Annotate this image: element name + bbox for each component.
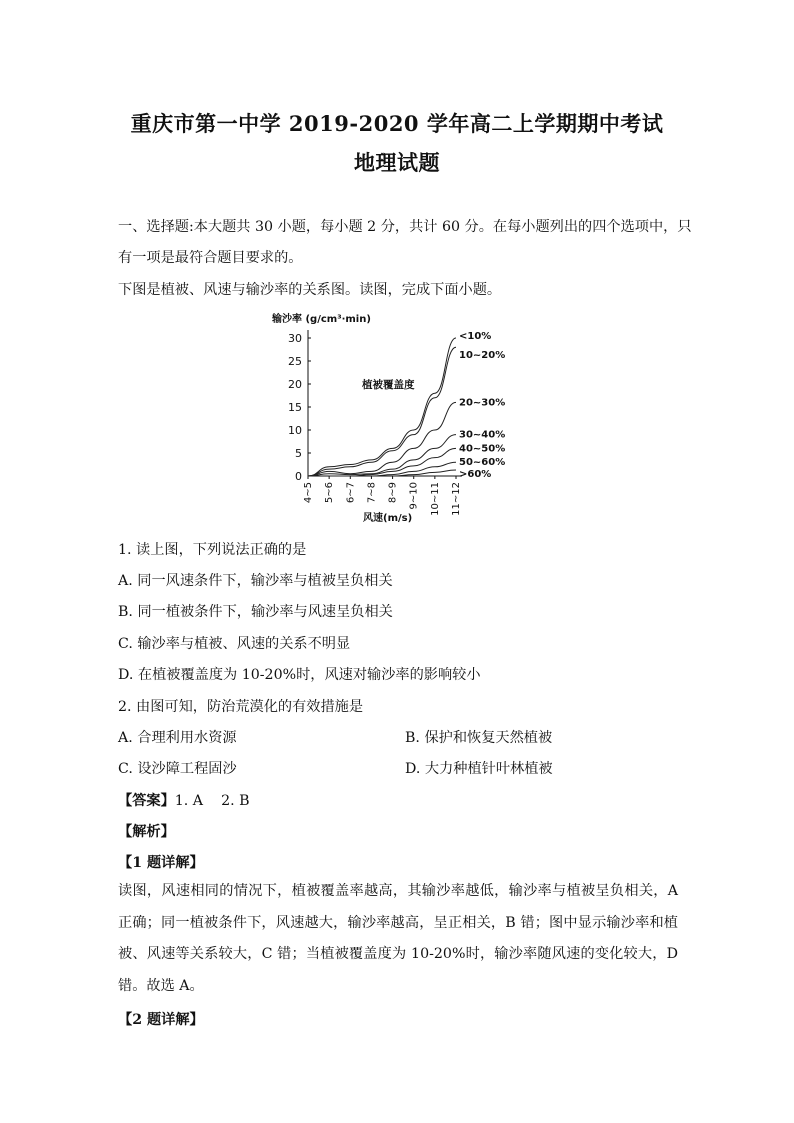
series-line bbox=[308, 402, 456, 476]
q1-option-a: A. 同一风速条件下，输沙率与植被呈负相关 bbox=[118, 573, 393, 589]
question-2: 2. 由图可知，防治荒漠化的有效措施是 bbox=[118, 699, 364, 715]
x-tick-label: 4~5 bbox=[303, 482, 314, 504]
series-label: 50~60% bbox=[459, 457, 506, 469]
series-label: 40~50% bbox=[459, 443, 506, 455]
x-tick-label: 10~11 bbox=[429, 482, 441, 516]
q1-option-d: D. 在植被覆盖度为 10-20%时，风速对输沙率的影响较小 bbox=[118, 667, 481, 683]
q2-option-a: A. 合理利用水资源 bbox=[118, 730, 237, 746]
y-axis-label: 输沙率 (g/cm³·min) bbox=[272, 314, 371, 325]
y-tick-label: 15 bbox=[288, 401, 302, 414]
section-instruction-line2: 有一项是最符合题目要求的。 bbox=[118, 250, 303, 266]
x-tick-label: 11~12 bbox=[451, 482, 462, 516]
page-title: 重庆市第一中学 2019-2020 学年高二上学期期中考试 bbox=[130, 111, 664, 136]
analysis-label: 【解析】 bbox=[118, 824, 175, 840]
series-label: 10~20% bbox=[459, 350, 506, 362]
series-line bbox=[308, 347, 456, 476]
detail-1-text: 读图，风速相同的情况下，植被覆盖率越高，其输沙率越低，输沙率与植被呈负相关，A 正确；同一植被条件下，风速越大，输沙率越高，呈正相关，B 错；图中显示输沙率和植被、风速等关系较大，C 错；当植被覆盖度为 10-20%时，输沙率随风速的变化较大，D 错。故选 A。 bbox=[118, 883, 678, 994]
chart-intro: 下图是植被、风速与输沙率的关系图。读图，完成下面小题。 bbox=[118, 282, 502, 298]
y-tick-label: 10 bbox=[288, 424, 302, 437]
q1-option-c: C. 输沙率与植被、风速的关系不明显 bbox=[118, 636, 351, 652]
q2-option-b: B. 保护和恢复天然植被 bbox=[405, 730, 553, 746]
series-line bbox=[308, 338, 456, 476]
x-tick-label: 7~8 bbox=[366, 482, 378, 504]
series-line bbox=[308, 435, 456, 476]
series-line bbox=[371, 462, 456, 476]
series-label: <10% bbox=[459, 331, 492, 342]
y-tick-label: 0 bbox=[295, 470, 302, 483]
y-tick-label: 20 bbox=[288, 378, 302, 391]
x-tick-label: 5~6 bbox=[324, 482, 336, 504]
x-tick-label: 9~10 bbox=[408, 482, 420, 510]
series-label: 30~40% bbox=[459, 429, 506, 441]
page-subtitle: 地理试题 bbox=[354, 150, 440, 175]
answer-text: 1. A 2. B bbox=[174, 793, 250, 809]
chart bbox=[268, 308, 508, 528]
y-tick-label: 30 bbox=[288, 332, 302, 345]
x-axis-label: 风速(m/s) bbox=[363, 513, 413, 524]
q2-option-c: C. 设沙障工程固沙 bbox=[118, 761, 237, 777]
x-tick-label: 6~7 bbox=[345, 482, 357, 504]
series-label: >60% bbox=[459, 469, 492, 481]
section-instruction-line1: 一、选择题:本大题共 30 小题，每小题 2 分，共计 60 分。在每小题列出的四个选项中，只 bbox=[118, 219, 692, 235]
x-tick-label: 8~9 bbox=[387, 482, 399, 504]
answer-row bbox=[118, 791, 250, 811]
y-tick-label: 5 bbox=[295, 447, 302, 460]
series-label: 20~30% bbox=[459, 397, 506, 409]
y-tick-label: 25 bbox=[288, 355, 302, 368]
q1-option-b: B. 同一植被条件下，输沙率与风速呈负相关 bbox=[118, 604, 393, 620]
chart-inner-label: 植被覆盖度 bbox=[362, 379, 415, 391]
question-1: 1. 读上图，下列说法正确的是 bbox=[118, 542, 307, 558]
q2-option-d: D. 大力种植针叶林植被 bbox=[405, 761, 553, 777]
detail-2-label: 【2 题详解】 bbox=[118, 1012, 204, 1028]
answer-label: 【答案】 bbox=[118, 793, 175, 809]
detail-1-label: 【1 题详解】 bbox=[118, 855, 204, 871]
